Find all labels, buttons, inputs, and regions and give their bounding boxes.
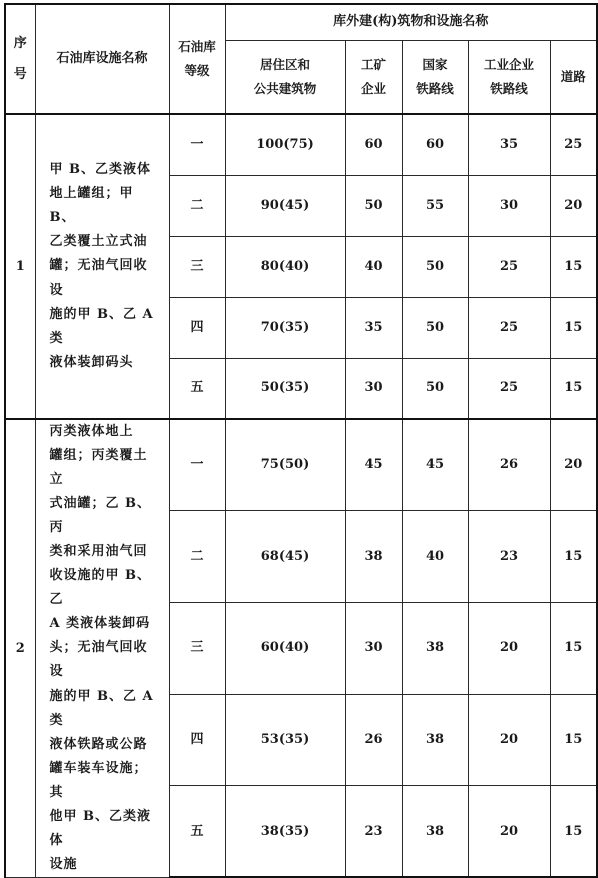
- table-row: [5, 114, 597, 175]
- group-2-facility-line: 式油罐；乙 B、丙: [49, 496, 152, 536]
- national-rail-cell: 55: [402, 175, 468, 236]
- industrial-cell: 38: [345, 511, 402, 603]
- enterprise-rail-cell: 30: [468, 175, 550, 236]
- group-2-facility-line: 罐车装车设施；其: [49, 760, 148, 800]
- level-cell: 三: [169, 236, 225, 297]
- header-level: [169, 4, 225, 114]
- header-seq-char-2: 号: [13, 67, 27, 82]
- residential-cell: 90(45): [225, 175, 345, 236]
- header-seq: [5, 4, 35, 114]
- header-seq-char-1: 序: [13, 35, 27, 51]
- road-cell: 15: [550, 511, 597, 603]
- residential-cell: 60(40): [225, 602, 345, 694]
- road-cell: 15: [550, 694, 597, 786]
- road-cell: 15: [550, 786, 597, 878]
- national-rail-cell: 40: [402, 511, 468, 603]
- enterprise-rail-cell: 26: [468, 419, 550, 511]
- header-col-residential: [225, 40, 345, 114]
- enterprise-rail-cell: 20: [468, 786, 550, 878]
- industrial-cell: 30: [345, 358, 402, 419]
- residential-cell: 53(35): [225, 694, 345, 786]
- group-2-facility-line: 头；无油气回收设: [49, 640, 148, 680]
- industrial-cell: 30: [345, 602, 402, 694]
- national-rail-cell: 38: [402, 786, 468, 878]
- group-1-facility-line: 罐；无油气回收设: [49, 258, 148, 298]
- residential-cell: 50(35): [225, 358, 345, 419]
- national-rail-cell: 50: [402, 297, 468, 358]
- header-col-industrial: [345, 40, 402, 114]
- national-rail-cell: 50: [402, 236, 468, 297]
- group-2-facility-line: 设施: [49, 856, 78, 872]
- level-cell: 二: [169, 175, 225, 236]
- distance-table: [4, 3, 598, 878]
- header-col-road: 道路: [550, 40, 597, 114]
- industrial-cell: 23: [345, 786, 402, 878]
- level-cell: 五: [169, 786, 225, 878]
- industrial-cell: 50: [345, 175, 402, 236]
- header-col-enterprise-rail-line-1: 工业企业: [483, 57, 534, 72]
- national-rail-cell: 60: [402, 114, 468, 175]
- national-rail-cell: 38: [402, 694, 468, 786]
- header-facility-name: 石油库设施名称: [35, 4, 169, 114]
- level-cell: 二: [169, 511, 225, 603]
- header-col-enterprise-rail-line-2: 铁路线: [490, 80, 528, 96]
- road-cell: 20: [550, 175, 597, 236]
- header-row-1: [5, 4, 597, 40]
- national-rail-cell: 50: [402, 358, 468, 419]
- group-2-facility-line: 类和采用油气回: [49, 544, 148, 560]
- industrial-cell: 40: [345, 236, 402, 297]
- group-1-facility-line: 液体装卸码头: [49, 354, 134, 370]
- group-1-facility-line: 乙类覆土立式油: [49, 234, 148, 250]
- group-2-facility-line: 施的甲 B、乙 A 类: [49, 688, 154, 728]
- residential-cell: 38(35): [225, 786, 345, 878]
- group-1-facility: [35, 114, 169, 419]
- header-col-residential-line-1: 居住区和: [259, 57, 310, 72]
- road-cell: 15: [550, 358, 597, 419]
- residential-cell: 68(45): [225, 511, 345, 603]
- residential-cell: 70(35): [225, 297, 345, 358]
- group-1-facility-line: 施的甲 B、乙 A 类: [49, 306, 154, 346]
- industrial-cell: 60: [345, 114, 402, 175]
- level-cell: 四: [169, 694, 225, 786]
- enterprise-rail-cell: 20: [468, 694, 550, 786]
- level-cell: 一: [169, 419, 225, 511]
- distance-table-document: [4, 3, 586, 872]
- level-cell: 三: [169, 602, 225, 694]
- group-2-facility-line: 他甲 B、乙类液体: [49, 808, 152, 848]
- header-col-national-rail-line-1: 国家: [422, 57, 448, 72]
- header-col-industrial-line-1: 工矿: [360, 57, 386, 72]
- header-col-residential-line-2: 公共建筑物: [253, 80, 317, 96]
- residential-cell: 80(40): [225, 236, 345, 297]
- road-cell: 25: [550, 114, 597, 175]
- enterprise-rail-cell: 23: [468, 511, 550, 603]
- enterprise-rail-cell: 20: [468, 602, 550, 694]
- industrial-cell: 26: [345, 694, 402, 786]
- road-cell: 15: [550, 602, 597, 694]
- header-col-national-rail-line-2: 铁路线: [416, 80, 454, 96]
- industrial-cell: 35: [345, 297, 402, 358]
- national-rail-cell: 45: [402, 419, 468, 511]
- enterprise-rail-cell: 35: [468, 114, 550, 175]
- table-row: [5, 419, 597, 511]
- group-2-facility: [35, 419, 169, 877]
- group-2-facility-line: 液体铁路或公路: [49, 736, 148, 752]
- group-1-facility-line: 甲 B、乙类液体: [49, 162, 152, 178]
- group-2-facility-line: A 类液体装卸码: [49, 616, 151, 632]
- enterprise-rail-cell: 25: [468, 236, 550, 297]
- group-1-facility-line: 地上罐组；甲 B、: [49, 186, 134, 226]
- industrial-cell: 45: [345, 419, 402, 511]
- header-col-enterprise-rail: [468, 40, 550, 114]
- group-1-seq: 1: [5, 114, 35, 419]
- header-level-line-1: 石油库: [178, 39, 216, 55]
- residential-cell: 100(75): [225, 114, 345, 175]
- header-col-national-rail: [402, 40, 468, 114]
- road-cell: 15: [550, 236, 597, 297]
- level-cell: 四: [169, 297, 225, 358]
- level-cell: 一: [169, 114, 225, 175]
- enterprise-rail-cell: 25: [468, 297, 550, 358]
- enterprise-rail-cell: 25: [468, 358, 550, 419]
- level-cell: 五: [169, 358, 225, 419]
- group-2-seq: 2: [5, 419, 35, 877]
- header-col-industrial-line-2: 企业: [360, 80, 386, 96]
- header-level-line-2: 等级: [184, 63, 210, 78]
- residential-cell: 75(50): [225, 419, 345, 511]
- group-2-facility-line: 收设施的甲 B、乙: [49, 568, 152, 608]
- group-2-facility-line: 罐组；丙类覆土立: [49, 448, 148, 488]
- table-body: [5, 4, 597, 877]
- road-cell: 20: [550, 419, 597, 511]
- header-group-title: 库外建(构)筑物和设施名称: [225, 4, 597, 40]
- national-rail-cell: 38: [402, 602, 468, 694]
- road-cell: 15: [550, 297, 597, 358]
- group-2-facility-line: 丙类液体地上: [49, 424, 134, 439]
